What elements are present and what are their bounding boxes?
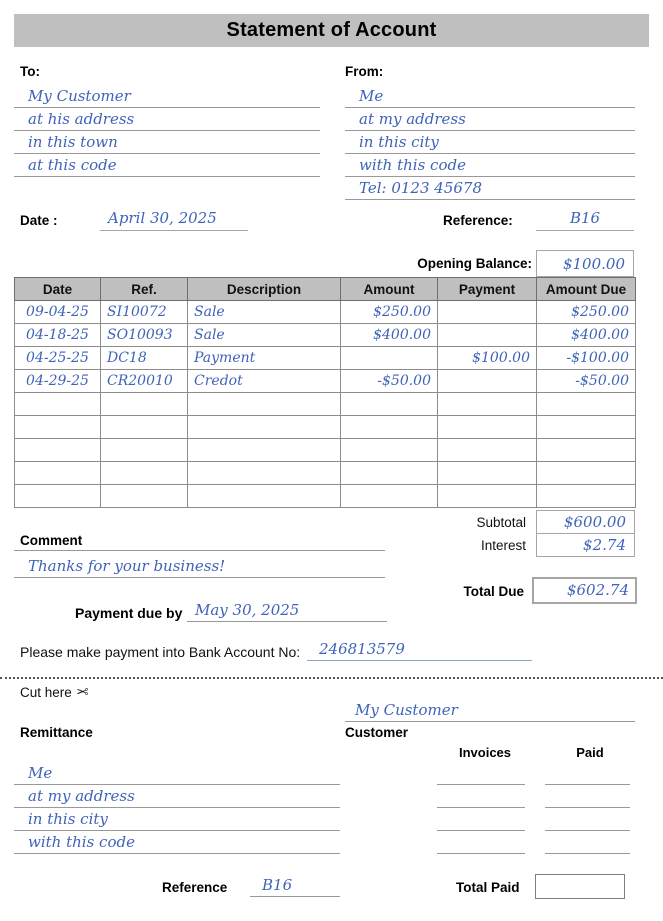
- invoices-column: [437, 762, 525, 854]
- table-row: [15, 462, 636, 485]
- total-paid-field[interactable]: [535, 874, 625, 899]
- opening-balance-value[interactable]: $100.00: [536, 250, 634, 277]
- table-cell: [438, 485, 537, 508]
- table-cell: [188, 439, 341, 462]
- invoice-blank-field[interactable]: [437, 762, 525, 785]
- table-cell: DC18: [101, 347, 188, 370]
- scissors-icon: ✂: [75, 684, 89, 701]
- table-cell: [438, 439, 537, 462]
- table-cell: [537, 462, 636, 485]
- table-row: [15, 439, 636, 462]
- subtotal-label: Subtotal: [476, 515, 526, 530]
- table-cell: [15, 462, 101, 485]
- bank-account-field[interactable]: 246813579: [307, 639, 532, 661]
- table-cell: Sale: [188, 301, 341, 324]
- customer-label: Customer: [345, 725, 409, 740]
- table-cell: [101, 439, 188, 462]
- interest-label: Interest: [480, 538, 526, 553]
- table-row: [15, 485, 636, 508]
- table-cell: [438, 370, 537, 393]
- comment-label: Comment: [14, 533, 385, 551]
- table-cell: [341, 347, 438, 370]
- table-cell: [15, 439, 101, 462]
- table-row: [15, 393, 636, 416]
- table-row: [15, 370, 636, 393]
- table-cell: CR20010: [101, 370, 188, 393]
- col-header-date: Date: [15, 278, 101, 301]
- to-line[interactable]: in this town: [14, 131, 320, 154]
- remittance-from-line[interactable]: Me: [14, 762, 340, 785]
- col-header-description: Description: [188, 278, 341, 301]
- from-line[interactable]: with this code: [345, 154, 635, 177]
- table-cell: [101, 462, 188, 485]
- paid-column: [545, 762, 630, 854]
- table-cell: [438, 462, 537, 485]
- table-cell: [438, 393, 537, 416]
- remittance-customer-name-field[interactable]: My Customer: [345, 700, 635, 722]
- date-field[interactable]: April 30, 2025: [100, 207, 248, 231]
- table-cell: [537, 439, 636, 462]
- to-line[interactable]: at his address: [14, 108, 320, 131]
- from-address-block: [345, 85, 635, 200]
- opening-balance-label: Opening Balance:: [417, 256, 532, 271]
- from-line[interactable]: Me: [345, 85, 635, 108]
- table-cell: -$50.00: [537, 370, 636, 393]
- table-cell: [341, 416, 438, 439]
- table-row: [15, 347, 636, 370]
- table-cell: $400.00: [537, 324, 636, 347]
- table-cell: [101, 393, 188, 416]
- table-cell: [438, 416, 537, 439]
- to-line[interactable]: My Customer: [14, 85, 320, 108]
- total-due-value: $602.74: [532, 577, 637, 604]
- paid-blank-field[interactable]: [545, 762, 630, 785]
- invoice-blank-field[interactable]: [437, 785, 525, 808]
- table-cell: [438, 324, 537, 347]
- table-cell: [15, 485, 101, 508]
- reference-field[interactable]: B16: [536, 207, 634, 231]
- table-cell: [341, 393, 438, 416]
- reference-label: Reference:: [443, 213, 513, 228]
- from-line[interactable]: in this city: [345, 131, 635, 154]
- remittance-from-line[interactable]: at my address: [14, 785, 340, 808]
- table-cell: $250.00: [341, 301, 438, 324]
- remittance-from-line[interactable]: in this city: [14, 808, 340, 831]
- table-cell: [188, 462, 341, 485]
- invoice-blank-field[interactable]: [437, 808, 525, 831]
- from-phone-line[interactable]: Tel: 0123 45678: [345, 177, 635, 200]
- table-cell: [101, 485, 188, 508]
- total-due-label: Total Due: [463, 584, 524, 599]
- from-label: From:: [345, 64, 384, 79]
- table-cell: [341, 439, 438, 462]
- table-cell: $250.00: [537, 301, 636, 324]
- table-cell: [188, 416, 341, 439]
- remittance-reference-label: Reference: [162, 880, 228, 895]
- remittance-label: Remittance: [20, 725, 93, 740]
- remittance-from-line[interactable]: with this code: [14, 831, 340, 854]
- table-cell: 09-04-25: [15, 301, 101, 324]
- transactions-table: [14, 277, 636, 508]
- col-header-amount-due: Amount Due: [537, 278, 636, 301]
- table-cell: $100.00: [438, 347, 537, 370]
- remittance-from-block: [14, 762, 340, 854]
- payment-due-label: Payment due by: [75, 605, 183, 621]
- remittance-reference-field[interactable]: B16: [250, 875, 340, 897]
- table-cell: [101, 416, 188, 439]
- table-cell: Sale: [188, 324, 341, 347]
- table-row: [15, 416, 636, 439]
- table-cell: [341, 462, 438, 485]
- table-cell: 04-29-25: [15, 370, 101, 393]
- table-cell: Credot: [188, 370, 341, 393]
- to-label: To:: [20, 64, 40, 79]
- table-cell: [537, 485, 636, 508]
- page-title: Statement of Account: [14, 14, 649, 47]
- table-cell: 04-25-25: [15, 347, 101, 370]
- col-header-amount: Amount: [341, 278, 438, 301]
- date-label: Date :: [20, 213, 58, 228]
- to-line[interactable]: at this code: [14, 154, 320, 177]
- table-cell: $400.00: [341, 324, 438, 347]
- table-row: [15, 301, 636, 324]
- interest-value: $2.74: [536, 533, 635, 557]
- table-cell: 04-18-25: [15, 324, 101, 347]
- from-line[interactable]: at my address: [345, 108, 635, 131]
- bank-account-label: Please make payment into Bank Account No:: [20, 644, 301, 660]
- col-header-payment: Payment: [438, 278, 537, 301]
- table-row: [15, 324, 636, 347]
- cut-here: [20, 683, 88, 701]
- comment-field[interactable]: Thanks for your business!: [14, 556, 385, 578]
- table-cell: [537, 416, 636, 439]
- to-address-block: [14, 85, 320, 177]
- table-cell: Payment: [188, 347, 341, 370]
- table-cell: [15, 416, 101, 439]
- table-cell: SO10093: [101, 324, 188, 347]
- table-cell: SI10072: [101, 301, 188, 324]
- table-cell: -$100.00: [537, 347, 636, 370]
- paid-blank-field[interactable]: [545, 831, 630, 854]
- total-paid-label: Total Paid: [456, 880, 520, 895]
- transactions-table-body: [15, 301, 636, 508]
- cut-divider: [0, 677, 663, 679]
- table-cell: [188, 393, 341, 416]
- table-header-row: [15, 278, 636, 301]
- table-cell: [537, 393, 636, 416]
- table-cell: [438, 301, 537, 324]
- paid-blank-field[interactable]: [545, 785, 630, 808]
- col-header-ref: Ref.: [101, 278, 188, 301]
- table-cell: [188, 485, 341, 508]
- paid-column-header: Paid: [576, 745, 604, 760]
- subtotal-value: $600.00: [536, 510, 635, 534]
- table-cell: [15, 393, 101, 416]
- table-cell: [341, 485, 438, 508]
- payment-due-field[interactable]: May 30, 2025: [187, 600, 387, 622]
- table-cell: -$50.00: [341, 370, 438, 393]
- cut-here-label: Cut here: [20, 685, 72, 700]
- invoice-blank-field[interactable]: [437, 831, 525, 854]
- invoices-column-header: Invoices: [458, 745, 512, 760]
- paid-blank-field[interactable]: [545, 808, 630, 831]
